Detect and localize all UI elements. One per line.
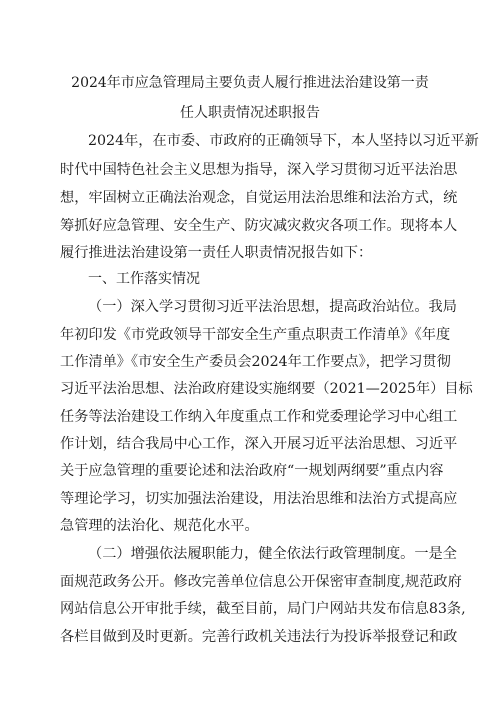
text-line: 急管理的法治化、规范化水平。 [60,518,259,534]
text-line: 时代中国特色社会主义思想为指导，深入学习贯彻习近平法治思 [60,162,458,178]
section-heading: 一、工作落实情况 [88,271,200,287]
document-title-line-1: 2024年市应急管理局主要负责人履行推进法治建设第一责 [71,75,429,91]
text-line: 履行推进法治建设第一责任人职责情况报告如下： [60,245,373,261]
text-line: 等理论学习，切实加强法治建设，用法治思维和法治方式提高应 [60,491,458,507]
text-line: 习近平法治思想、法治政府建设实施纲要（2021—2025年）目标 [60,381,473,397]
text-line: 各栏目做到及时更新。完善行政机关违法行为投诉举报登记和政 [60,629,458,645]
text-line: 工作清单》《市安全生产委员会2024年工作要点》，把学习贯彻 [60,354,451,370]
text-line: （二）增强依法履职能力，健全依法行政管理制度。一是全 [88,546,457,562]
text-line: 2024年，在市委、市政府的正确领导下，本人坚持以习近平新 [88,133,479,149]
text-line: 筹抓好应急管理、安全生产、防灾减灾救灾各项工作。现将本人 [60,218,458,234]
text-line: 作计划，结合我局中心工作，深入开展习近平法治思想、习近平 [60,436,458,452]
document-title-line-2: 任人职责情况述职报告 [180,105,320,121]
text-line: 关于应急管理的重要论述和法治政府“一规划两纲要”重点内容 [60,463,444,479]
text-line: 年初印发《市党政领导干部安全生产重点职责工作清单》《年度 [60,327,451,343]
text-line: （一）深入学习贯彻习近平法治思想，提高政治站位。我局 [88,299,457,315]
text-line: 网站信息公开审批手续，截至目前，局门户网站共发布信息83条, [60,601,466,617]
text-line: 面规范政务公开。修改完善单位信息公开保密审查制度,规范政府 [60,574,462,590]
text-line: 任务等法治建设工作纳入年度重点工作和党委理论学习中心组工 [60,409,458,425]
text-line: 想，牢固树立正确法治观念，自觉运用法治思维和法治方式，统 [60,190,458,206]
